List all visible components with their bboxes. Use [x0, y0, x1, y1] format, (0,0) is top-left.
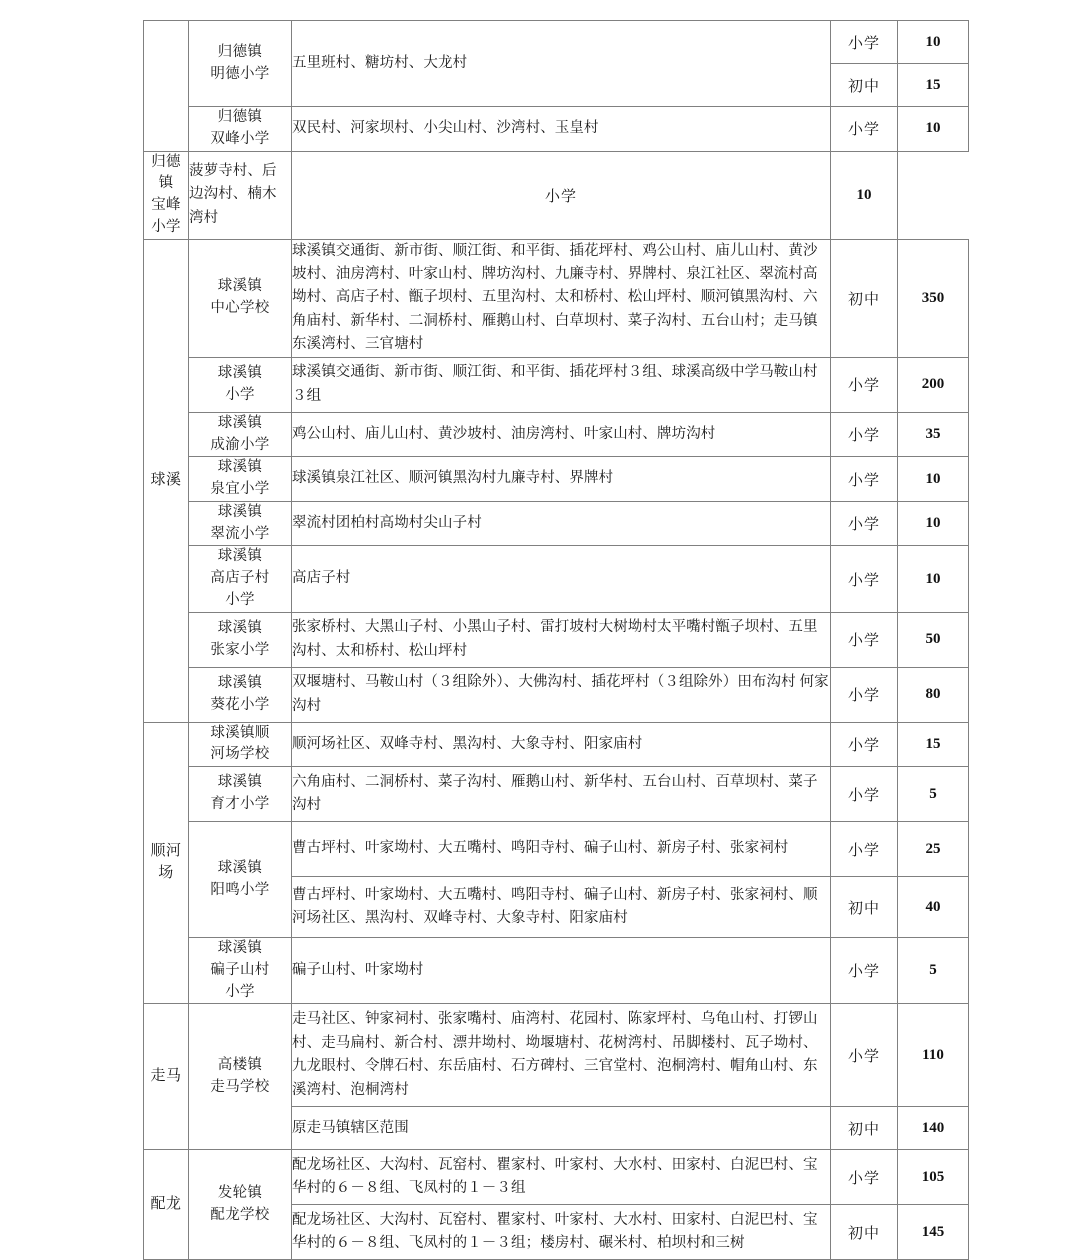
table-row: [144, 822, 969, 877]
stage-cell: 初中: [831, 239, 898, 357]
stage-cell: 小学: [831, 612, 898, 667]
villages-cell: 五里班村、糖坊村、大龙村: [292, 21, 831, 107]
stage-cell: 初中: [831, 877, 898, 938]
stage-cell: 小学: [831, 938, 898, 1004]
villages-cell: 走马社区、钟家祠村、张家嘴村、庙湾村、花园村、陈家坪村、乌龟山村、打锣山村、走马扁村、新合村、漂井坳村、坳堰塘村、花树湾村、吊脚楼村、瓦子坳村、九龙眼村、令牌石村、东岳庙村、石方碑村、三官堂村、泡桐湾村、帽角山村、东溪湾村、泡桐湾村: [292, 1004, 831, 1107]
villages-cell: 顺河场社区、双峰寺村、黑沟村、大象寺村、阳家庙村: [292, 722, 831, 767]
count-cell: 25: [898, 822, 969, 877]
stage-cell: 小学: [831, 501, 898, 546]
school-name-cell: 球溪镇 小学: [189, 357, 292, 412]
school-name-cell: 球溪镇顺 河场学校: [189, 722, 292, 767]
school-name-cell: 发轮镇 配龙学校: [189, 1150, 292, 1260]
count-cell: 15: [898, 64, 969, 107]
school-district-table: [143, 20, 969, 1260]
table-row: [144, 938, 969, 1004]
count-cell: 200: [898, 357, 969, 412]
count-cell: 350: [898, 239, 969, 357]
table-row: [144, 1004, 969, 1107]
villages-cell: 曹古坪村、叶家坳村、大五嘴村、鸣阳寺村、碥子山村、新房子村、张家祠村、顺河场社区、黑沟村、双峰寺村、大象寺村、阳家庙村: [292, 877, 831, 938]
school-name-cell: 球溪镇 泉宜小学: [189, 457, 292, 502]
school-name-cell: 球溪镇 阳鸣小学: [189, 822, 292, 938]
villages-cell: 六角庙村、二洞桥村、菜子沟村、雁鹅山村、新华村、五台山村、百草坝村、菜子沟村: [292, 767, 831, 822]
school-name-cell: 归德镇 宝峰小学: [144, 151, 189, 239]
table-row: [144, 457, 969, 502]
villages-cell: 原走马镇辖区范围: [292, 1107, 831, 1150]
count-cell: 10: [898, 21, 969, 64]
table-row: [144, 412, 969, 457]
school-name-cell: 球溪镇 育才小学: [189, 767, 292, 822]
count-cell: 145: [898, 1205, 969, 1260]
stage-cell: 小学: [831, 107, 898, 152]
stage-cell: 小学: [831, 357, 898, 412]
stage-cell: 小学: [831, 21, 898, 64]
villages-cell: 张家桥村、大黑山子村、小黑山子村、雷打坡村大树坳村太平嘴村甑子坝村、五里沟村、太和桥村、松山坪村: [292, 612, 831, 667]
table-row: [144, 107, 969, 152]
count-cell: 40: [898, 877, 969, 938]
district-cell: 顺河 场: [144, 722, 189, 1004]
school-name-cell: 球溪镇 成渝小学: [189, 412, 292, 457]
count-cell: 10: [831, 151, 898, 239]
stage-cell: 初中: [831, 64, 898, 107]
table-row: [144, 1150, 969, 1205]
school-name-cell: 归德镇 双峰小学: [189, 107, 292, 152]
table-row: [144, 667, 969, 722]
count-cell: 10: [898, 457, 969, 502]
stage-cell: 小学: [831, 546, 898, 612]
table-row: [144, 357, 969, 412]
table-row: [144, 767, 969, 822]
villages-cell: 球溪镇泉江社区、顺河镇黑沟村九廉寺村、界牌村: [292, 457, 831, 502]
stage-cell: 小学: [831, 1150, 898, 1205]
count-cell: 105: [898, 1150, 969, 1205]
table-row: [144, 612, 969, 667]
stage-cell: 初中: [831, 1107, 898, 1150]
table-row: [144, 239, 969, 357]
stage-cell: 小学: [831, 412, 898, 457]
count-cell: 10: [898, 501, 969, 546]
count-cell: 10: [898, 546, 969, 612]
stage-cell: 小学: [831, 722, 898, 767]
school-name-cell: 球溪镇 翠流小学: [189, 501, 292, 546]
school-name-cell: 球溪镇 张家小学: [189, 612, 292, 667]
count-cell: 110: [898, 1004, 969, 1107]
villages-cell: 配龙场社区、大沟村、瓦窑村、瞿家村、叶家村、大水村、田家村、白泥巴村、宝华村的６－８组、飞凤村的１－３组: [292, 1150, 831, 1205]
villages-cell: 球溪镇交通街、新市街、顺江街、和平街、插花坪村３组、球溪高级中学马鞍山村３组: [292, 357, 831, 412]
table-row: [144, 501, 969, 546]
school-name-cell: 归德镇 明德小学: [189, 21, 292, 107]
table-body: [144, 21, 969, 1260]
villages-cell: 翠流村团柏村高坳村尖山子村: [292, 501, 831, 546]
school-name-cell: 球溪镇 葵花小学: [189, 667, 292, 722]
villages-cell: 曹古坪村、叶家坳村、大五嘴村、鸣阳寺村、碥子山村、新房子村、张家祠村: [292, 822, 831, 877]
table-row: [144, 546, 969, 612]
villages-cell: 球溪镇交通街、新市街、顺江街、和平街、插花坪村、鸡公山村、庙儿山村、黄沙坡村、油房湾村、叶家山村、牌坊沟村、九廉寺村、界牌村、泉江社区、翠流村高坳村、高店子村、甑子坝村、五里沟村、太和桥村、松山坪村、顺河镇黑沟村、六角庙村、新华村、二洞桥村、雁鹅山村、白草坝村、菜子沟村、五台山村；走马镇东溪湾村、三官塘村: [292, 239, 831, 357]
stage-cell: 小学: [831, 457, 898, 502]
count-cell: 50: [898, 612, 969, 667]
school-name-cell: 高楼镇 走马学校: [189, 1004, 292, 1150]
stage-cell: 初中: [831, 1205, 898, 1260]
count-cell: 140: [898, 1107, 969, 1150]
villages-cell: 双堰塘村、马鞍山村（３组除外）、大佛沟村、插花坪村（３组除外）田布沟村 何家沟村: [292, 667, 831, 722]
count-cell: 5: [898, 938, 969, 1004]
count-cell: 15: [898, 722, 969, 767]
count-cell: 10: [898, 107, 969, 152]
stage-cell: 小学: [831, 1004, 898, 1107]
villages-cell: 碥子山村、叶家坳村: [292, 938, 831, 1004]
school-name-cell: 球溪镇 碥子山村 小学: [189, 938, 292, 1004]
table-row: [144, 722, 969, 767]
count-cell: 80: [898, 667, 969, 722]
stage-cell: 小学: [831, 822, 898, 877]
district-cell: 球溪: [144, 239, 189, 722]
district-cell: 走马: [144, 1004, 189, 1150]
district-cell: 配龙: [144, 1150, 189, 1260]
table-row: [144, 151, 969, 239]
stage-cell: 小学: [831, 667, 898, 722]
villages-cell: 鸡公山村、庙儿山村、黄沙坡村、油房湾村、叶家山村、牌坊沟村: [292, 412, 831, 457]
count-cell: 5: [898, 767, 969, 822]
stage-cell: 小学: [292, 151, 831, 239]
school-name-cell: 球溪镇 中心学校: [189, 239, 292, 357]
villages-cell: 高店子村: [292, 546, 831, 612]
table-row: [144, 21, 969, 64]
villages-cell: 双民村、河家坝村、小尖山村、沙湾村、玉皇村: [292, 107, 831, 152]
villages-cell: 菠萝寺村、后边沟村、楠木湾村: [189, 151, 292, 239]
district-cell: [144, 21, 189, 152]
school-name-cell: 球溪镇 高店子村 小学: [189, 546, 292, 612]
stage-cell: 小学: [831, 767, 898, 822]
count-cell: 35: [898, 412, 969, 457]
villages-cell: 配龙场社区、大沟村、瓦窑村、瞿家村、叶家村、大水村、田家村、白泥巴村、宝华村的６－８组、飞凤村的１－３组；楼房村、碾米村、柏坝村和三树: [292, 1205, 831, 1260]
